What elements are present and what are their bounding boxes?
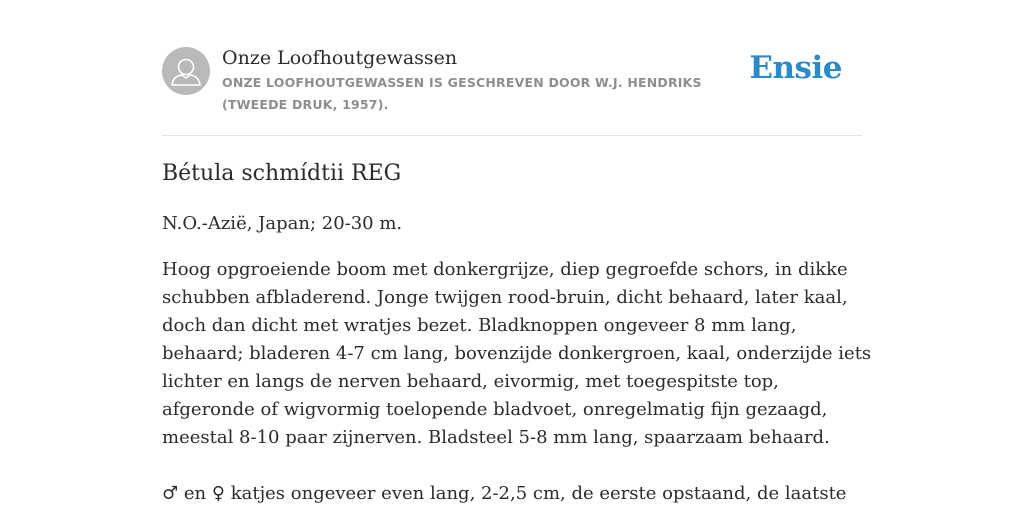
entry-origin: N.O.-Azië, Japan; 20-30 m.: [162, 213, 403, 234]
ensie-logo-link[interactable]: Ensie: [749, 50, 842, 86]
book-title[interactable]: Onze Loofhoutgewassen: [222, 47, 458, 69]
entry-catkins: ♂ en ♀ katjes ongeveer even lang, 2-2,5 cm, de eerste opstaand, de laatste: [162, 483, 847, 504]
user-avatar-icon: [162, 47, 210, 95]
page-header: [162, 46, 862, 136]
header-divider: [162, 135, 862, 136]
book-subtitle: ONZE LOOFHOUTGEWASSEN IS GESCHREVEN DOOR W.J. HENDRIKS (TWEEDE DRUK, 1957).: [222, 75, 702, 112]
entry-description: Hoog opgroeiende boom met donkergrijze, diep gegroefde schors, in dikke schubben afbladerend. Jonge twijgen rood-bruin, dicht behaard, later kaal, doch dan dicht met wratjes bezet. Bladknoppen ongeveer 8 mm lang, behaard; bladeren 4-7 cm lang, bovenzijde donkergroen, kaal, onderzijde iets lichter en langs de nerven behaard, eivormig, met toegespitste top, afgeronde of wigvormig toelopende bladvoet, onregelmatig fijn gezaagd, meestal 8-10 paar zijnerven. Bladsteel 5-8 mm lang, spaarzaam behaard.: [162, 259, 872, 448]
entry-content: [162, 158, 872, 508]
entry-title: Bétula schmídtii REG: [162, 161, 402, 186]
